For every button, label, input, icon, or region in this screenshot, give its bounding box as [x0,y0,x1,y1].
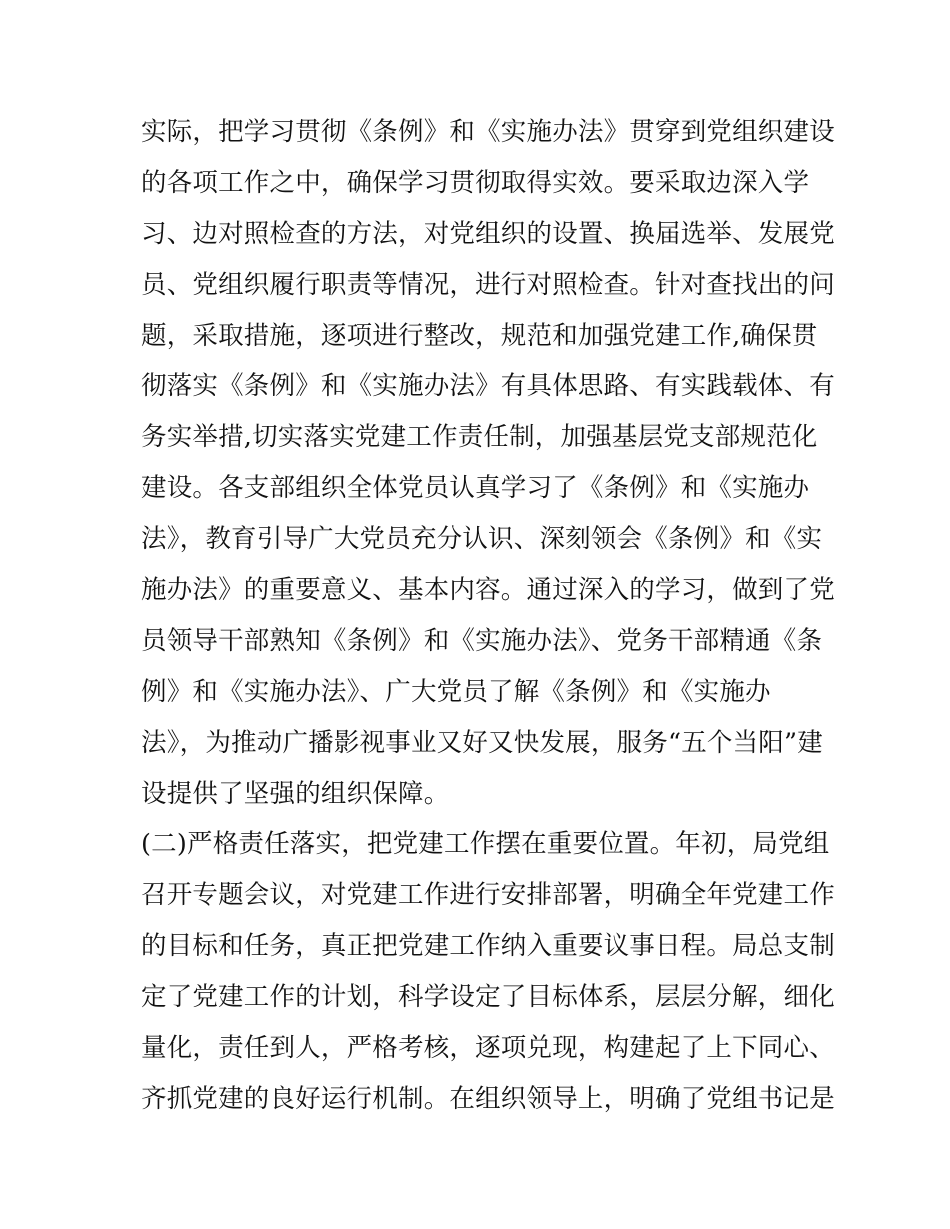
text-line: 的目标和任务，真正把党建工作纳入重要议事日程。局总支制 [141,931,835,962]
text-line: 施办法》的重要意义、基本内容。通过深入的学习，做到了党 [141,575,835,606]
text-line: 的各项工作之中，确保学习贯彻取得实效。要采取边深入学 [141,167,810,198]
text-line: 习、边对照检查的方法，对党组织的设置、换届选举、发展党 [141,218,835,249]
text-line: 员、党组织履行职责等情况，进行对照检查。针对查找出的问 [141,269,835,300]
text-line: 务实举措,切实落实党建工作责任制，加强基层党支部规范化 [141,422,818,453]
body-text [141,107,835,1125]
text-line: 例》和《实施办法》、广大党员了解《条例》和《实施办 [141,676,771,707]
text-line: 实际，把学习贯彻《条例》和《实施办法》贯穿到党组织建设 [141,117,835,147]
text-line: 齐抓党建的良好运行机制。在组织领导上，明确了党组书记是 [141,1083,835,1114]
text-line: 法》，为推动广播影视事业又好又快发展，服务“五个当阳”建 [141,727,823,758]
text-line: 法》，教育引导广大党员充分认识、深刻领会《条例》和《实 [141,524,823,555]
text-line: 设提供了坚强的组织保障。 [141,778,450,809]
text-line: 召开专题会议，对党建工作进行安排部署，明确全年党建工作 [141,880,835,911]
text-line: 彻落实《条例》和《实施办法》有具体思路、有实践载体、有 [141,371,835,402]
text-line: 题，采取措施，逐项进行整改，规范和加强党建工作,确保贯 [141,320,818,351]
text-line: 员领导干部熟知《条例》和《实施办法》、党务干部精通《条 [141,625,823,656]
text-line: 量化，责任到人，严格考核，逐项兑现，构建起了上下同心、 [141,1033,835,1064]
text-line: 定了党建工作的计划，科学设定了目标体系，层层分解，细化 [141,982,835,1013]
text-line: 建设。各支部组织全体党员认真学习了《条例》和《实施办 [141,473,810,504]
section-heading-line: (二)严格责任落实，把党建工作摆在重要位置。年初，局党组 [141,829,830,860]
